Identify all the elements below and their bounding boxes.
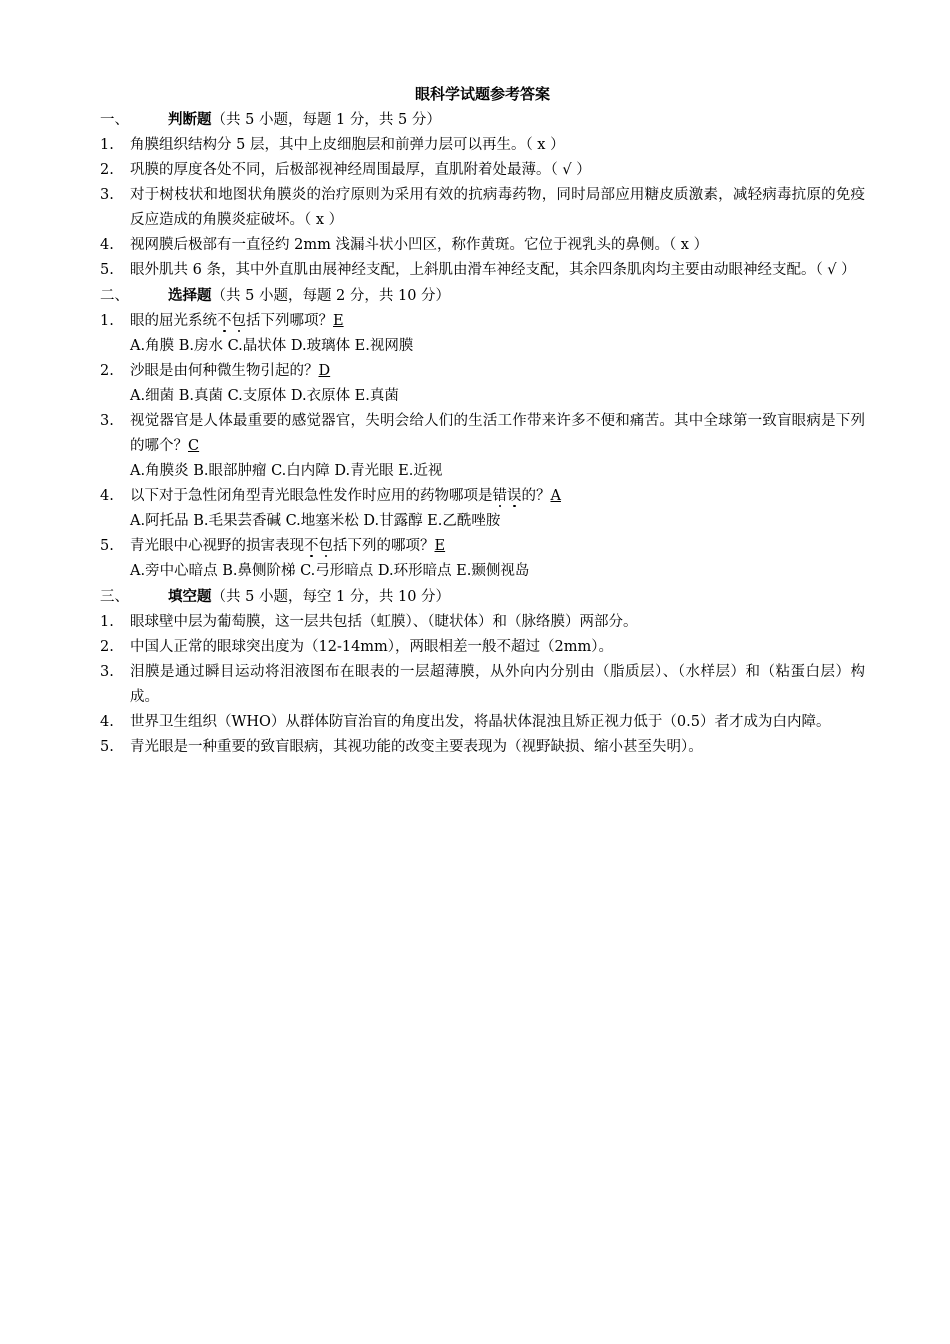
question-item: 2. 沙眼是由何种微生物引起的？D bbox=[100, 363, 331, 379]
emphasis-char: 包 bbox=[231, 313, 246, 329]
question-text: 沙眼是由何种微生物引起的？ bbox=[130, 363, 319, 379]
list-item: 4. 世界卫生组织（WHO）从群体防盲治盲的角度出发，将晶状体混浊且矫正视力低于（0.5）者才成为白内障。 bbox=[100, 710, 865, 735]
section-info: （共 5 小题，每题 2 分，共 10 分） bbox=[211, 288, 451, 304]
list-item: 2. 中国人正常的眼球突出度为（12-14mm），两眼相差一般不超过（2mm）。 bbox=[100, 635, 865, 660]
item-text: 眼外肌共 6 条，其中外直肌由展神经支配，上斜肌由滑车神经支配，其余四条肌肉均主要由动眼神经支配。（ √ ） bbox=[130, 262, 856, 278]
question-text: 视觉器官是人体最重要的感觉器官，失明会给人们的生活工作带来许多不便和痛苦。其中全球第一致盲眼病是下列的哪个？ bbox=[130, 413, 865, 454]
section-info: （共 5 小题，每空 1 分，共 10 分） bbox=[211, 589, 451, 605]
item-text: 中国人正常的眼球突出度为（12-14mm），两眼相差一般不超过（2mm）。 bbox=[130, 639, 614, 655]
emphasis-char: 误 bbox=[507, 488, 522, 504]
item-text: 世界卫生组织（WHO）从群体防盲治盲的角度出发，将晶状体混浊且矫正视力低于（0.5）者才成为白内障。 bbox=[130, 714, 831, 730]
section-title: 填空题 bbox=[168, 588, 212, 605]
list-item: 2. 巩膜的厚度各处不同，后极部视神经周围最厚，直肌附着处最薄。（ √ ） bbox=[100, 158, 865, 183]
question-options: A.阿托品 B.毛果芸香碱 C.地塞米松 D.甘露醇 E.乙酰唑胺 bbox=[130, 513, 501, 529]
question-item: 1. 眼的屈光系统不包括下列哪项？E bbox=[100, 313, 344, 329]
item-text: 眼球壁中层为葡萄膜，这一层共包括（虹膜）、（睫状体）和（脉络膜）两部分。 bbox=[130, 614, 638, 630]
section-heading-true-false bbox=[100, 107, 865, 133]
question-text: 眼的屈光系统 bbox=[130, 313, 217, 329]
question-options: A.旁中心暗点 B.鼻侧阶梯 C.弓形暗点 D.环形暗点 E.颞侧视岛 bbox=[130, 563, 530, 579]
question-text: 青光眼中心视野的损害表现 bbox=[130, 538, 304, 554]
list-item: 3. 对于树枝状和地图状角膜炎的治疗原则为采用有效的抗病毒药物，同时局部应用糖皮质激素，减轻病毒抗原的免疫反应造成的角膜炎症破坏。（ x ） bbox=[100, 183, 865, 233]
list-item: 1. 眼球壁中层为葡萄膜，这一层共包括（虹膜）、（睫状体）和（脉络膜）两部分。 bbox=[100, 610, 865, 635]
question-options: A.细菌 B.真菌 C.支原体 D.衣原体 E.真菌 bbox=[130, 388, 399, 404]
item-text: 巩膜的厚度各处不同，后极部视神经周围最厚，直肌附着处最薄。（ √ ） bbox=[130, 162, 591, 178]
document-content bbox=[100, 107, 865, 760]
question-text: 以下对于急性闭角型青光眼急性发作时应用的药物哪项是 bbox=[130, 488, 493, 504]
section-number: 三、 bbox=[100, 589, 129, 605]
question-options: A.角膜炎 B.眼部肿瘤 C.白内障 D.青光眼 E.近视 bbox=[130, 463, 443, 479]
emphasis-char: 错 bbox=[492, 488, 507, 504]
question-text: 括下列的哪项？ bbox=[333, 538, 435, 554]
emphasis-char: 包 bbox=[318, 538, 333, 554]
section-title: 判断题 bbox=[168, 111, 212, 128]
question-item: 4. 以下对于急性闭角型青光眼急性发作时应用的药物哪项是错误的？A bbox=[100, 488, 561, 504]
question-item: 5. 青光眼中心视野的损害表现不包括下列的哪项？E bbox=[100, 538, 446, 554]
section-number: 一、 bbox=[100, 112, 129, 128]
document-title: 眼科学试题参考答案 bbox=[414, 85, 550, 103]
section-heading-fill-in bbox=[100, 584, 865, 610]
question-item: 3. 视觉器官是人体最重要的感觉器官，失明会给人们的生活工作带来许多不便和痛苦。其中全球第一致盲眼病是下列的哪个？C bbox=[100, 413, 865, 454]
answer-text: D bbox=[318, 363, 331, 379]
section-info: （共 5 小题，每题 1 分，共 5 分） bbox=[211, 112, 441, 128]
section-number: 二、 bbox=[100, 288, 129, 304]
question-options: A.角膜 B.房水 C.晶状体 D.玻璃体 E.视网膜 bbox=[130, 338, 414, 354]
list-item: 3. 泪膜是通过瞬目运动将泪液图布在眼表的一层超薄膜，从外向内分别由（脂质层）、（水样层）和（粘蛋白层）构成。 bbox=[100, 660, 865, 710]
item-text: 角膜组织结构分 5 层，其中上皮细胞层和前弹力层可以再生。（ x ） bbox=[130, 137, 565, 153]
answer-text: E bbox=[333, 313, 344, 329]
list-item: 4. 视网膜后极部有一直径约 2mm 浅漏斗状小凹区，称作黄斑。它位于视乳头的鼻侧。（ x ） bbox=[100, 233, 865, 258]
item-text: 对于树枝状和地图状角膜炎的治疗原则为采用有效的抗病毒药物，同时局部应用糖皮质激素，减轻病毒抗原的免疫反应造成的角膜炎症破坏。（ x ） bbox=[130, 187, 865, 228]
item-text: 青光眼是一种重要的致盲眼病，其视功能的改变主要表现为（视野缺损、缩小甚至失明）。 bbox=[130, 739, 703, 755]
list-item: 5. 青光眼是一种重要的致盲眼病，其视功能的改变主要表现为（视野缺损、缩小甚至失明）。 bbox=[100, 735, 865, 760]
answer-text: E bbox=[434, 538, 446, 554]
item-text: 视网膜后极部有一直径约 2mm 浅漏斗状小凹区，称作黄斑。它位于视乳头的鼻侧。（ x ） bbox=[130, 237, 709, 253]
item-text: 泪膜是通过瞬目运动将泪液图布在眼表的一层超薄膜，从外向内分别由（脂质层）、（水样层）和（粘蛋白层）构成。 bbox=[130, 664, 865, 705]
question-text: 的？ bbox=[521, 488, 551, 504]
section-heading-multiple-choice bbox=[100, 283, 865, 309]
emphasis-char: 不 bbox=[304, 538, 319, 554]
emphasis-char: 不 bbox=[217, 313, 232, 329]
section-title: 选择题 bbox=[168, 287, 212, 304]
list-item: 1. 角膜组织结构分 5 层，其中上皮细胞层和前弹力层可以再生。（ x ） bbox=[100, 133, 865, 158]
answer-text: C bbox=[188, 438, 200, 454]
list-item: 5. 眼外肌共 6 条，其中外直肌由展神经支配，上斜肌由滑车神经支配，其余四条肌肉均主要由动眼神经支配。（ √ ） bbox=[100, 258, 865, 283]
question-text: 括下列哪项？ bbox=[246, 313, 333, 329]
answer-text: A bbox=[550, 488, 561, 504]
